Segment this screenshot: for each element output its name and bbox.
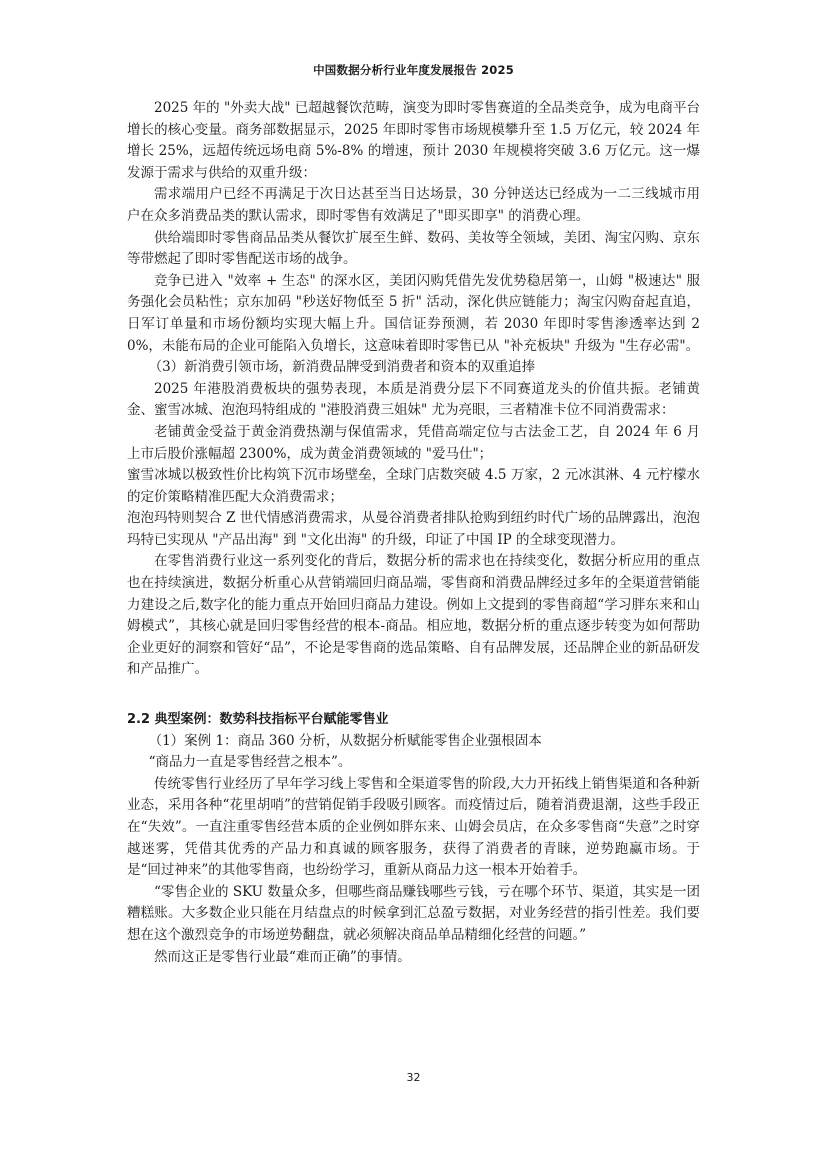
paragraph-sku-quote: “零售企业的 SKU 数量众多，但哪些商品赚钱哪些亏钱，亏在哪个环节、渠道，其实是一团糟糕账。大多数企业只能在月结盘点的时候拿到汇总盈亏数据，对业务经营的指引性差。我们要想在这个激烈竞争的市场逆势翻盘，就必须解决商品单品精细化经营的问题。”: [127, 883, 700, 943]
paragraph-competition: 竞争已进入 "效率 + 生态" 的深水区，美团闪购凭借先发优势稳居第一，山姆 "极速达" 服务强化会员粘性；京东加码 "秒送好物低至 5 折" 活动，深化供应链能力；淘宝闪购奋起直追，日军订单量和市场份额均实现大幅上升。国信证券预测，若 2030 年即时零售渗透率达到 20%，未能布局的企业可能陷入负增长，这意味着即时零售已从 "补充板块" 升级为 "生存必需"。: [127, 272, 700, 354]
subheading-new-consumption: （3）新消费引领市场，新消费品牌受到消费者和资本的双重追捧: [148, 359, 536, 376]
section-heading: 2.2 典型案例：数势科技指标平台赋能零售业: [127, 712, 389, 728]
paragraph-demand-side: 需求端用户已经不再满足于次日达甚至当日达场景，30 分钟送达已经成为一二三线城市用户在众多消费品类的默认需求，即时零售有效满足了"即买即享" 的消费心理。: [127, 186, 700, 224]
paragraph-hk-consumer-stocks: 2025 年港股消费板块的强势表现，本质是消费分层下不同赛道龙头的价值共振。老铺黄金、蜜雪冰城、泡泡玛特组成的 "港股消费三姐妹" 尤为亮眼，三者精准卡位不同消费需求：: [127, 380, 700, 419]
paragraph-traditional-retail: 传统零售行业经历了早年学习线上零售和全渠道零售的阶段,大力开拓线上销售渠道和各种新业态，采用各种“花里胡哨”的营销促销手段吸引顾客。而疫情过后，随着消费退潮，这些手段正在“失效”。一直注重零售经营本质的企业例如胖东来、山姆会员店，在众多零售商“失意”之时穿越迷雾，凭借其优秀的产品力和真诚的顾客服务，获得了消费者的青睐，逆势跑赢市场。于是“回过神来”的其他零售商，也纷纷学习，重新从商品力这一根本开始着手。: [127, 775, 700, 879]
running-header: 中国数据分析行业年度发展报告 2025: [313, 63, 514, 77]
paragraph-supply-side: 供给端即时零售商品品类从餐饮扩展至生鲜、数码、美妆等全领域，美团、淘宝闪购、京东等带燃起了即时零售配送市场的战争。: [127, 229, 700, 268]
paragraph-mixue: 蜜雪冰城以极致性价比构筑下沉市场壁垒，全球门店数突破 4.5 万家，2 元冰淇淋、4 元柠檬水的定价策略精准匹配大众消费需求；: [127, 467, 700, 505]
case-1-title: （1）案例 1：商品 360 分析，从数据分析赋能零售企业强根固本: [148, 732, 542, 749]
paragraph-popmart: 泡泡玛特则契合 Z 世代情感消费需求，从曼谷消费者排队抢购到纽约时代广场的品牌露出，泡泡玛特已实现从 "产品出海" 到 "文化出海" 的升级，印证了中国 IP 的全球变现潜力。: [127, 510, 700, 548]
paragraph-data-analysis-shift: 在零售消费行业这一系列变化的背后，数据分析的需求也在持续变化，数据分析应用的重点也在持续演进，数据分析重心从营销端回归商品端，零售商和消费品牌经过多年的全渠道营销能力建设之后,数字化的能力重点开始回归商品力建设。例如上文提到的零售商超“学习胖东来和山姆模式”，其核心就是回归零售经营的根本-商品。相应地，数据分析的重点逐步转变为如何帮助企业更好的洞察和管好“品”，不论是零售商的选品策略、自有品牌发展，还品牌企业的新品研发和产品推广。: [127, 553, 700, 678]
page-content: [127, 98, 700, 968]
case-1-quote: “商品力一直是零售经营之根本”。: [148, 754, 352, 771]
paragraph-laopu-gold: 老铺黄金受益于黄金消费热潮与保值需求，凭借高端定位与古法金工艺，自 2024 年 6 月上市后股价涨幅超 2300%，成为黄金消费领域的 "爱马仕"；: [127, 423, 700, 462]
paragraph-instant-retail-intro: 2025 年的 "外卖大战" 已超越餐饮范畴，演变为即时零售赛道的全品类竞争，成为电商平台增长的核心变量。商务部数据显示，2025 年即时零售市场规模攀升至 1.5 万亿元，较 2024 年增长 25%，远超传统远场电商 5%-8% 的增速，预计 2030 年规模将突破 3.6 万亿元。这一爆发源于需求与供给的双重升级：: [127, 100, 700, 181]
paragraph-conclusion: 然而这正是零售行业最“难而正确”的事情。: [154, 948, 411, 965]
page-number: 32: [406, 1071, 421, 1084]
section-spacer: [127, 681, 700, 709]
